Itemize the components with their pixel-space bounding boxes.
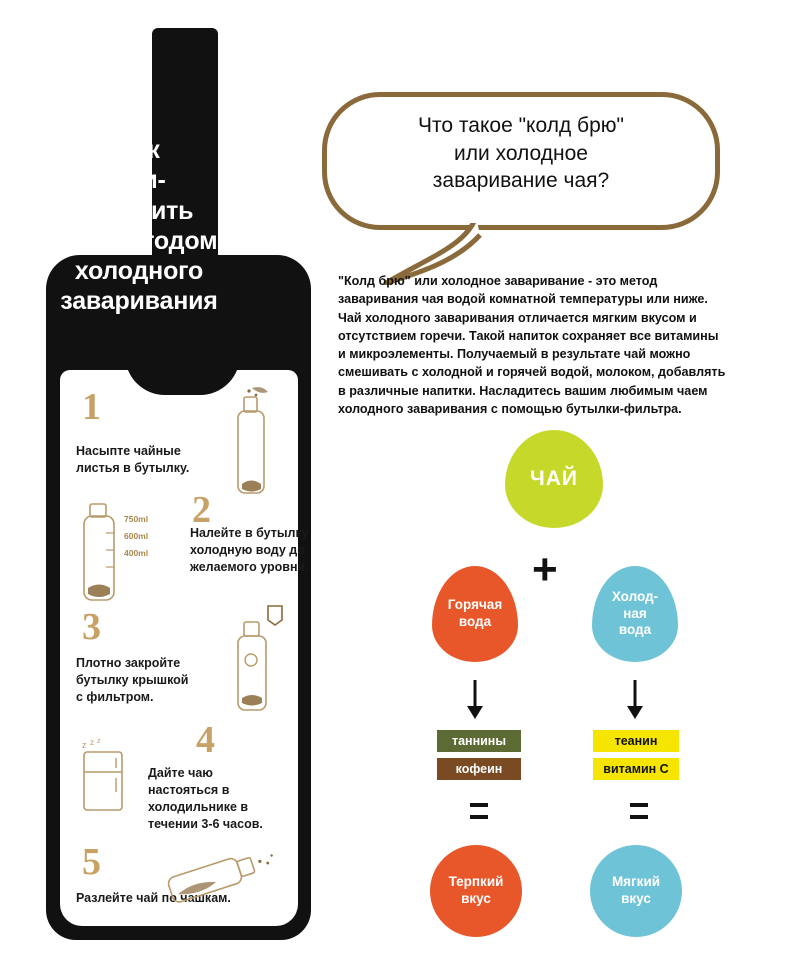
node-tannins: таннины: [437, 730, 521, 752]
node-caffeine: кофеин: [437, 758, 521, 780]
step-3-text: Плотно закройте бутылку крышкой с фильтром.: [76, 656, 189, 704]
step-1-number: 1: [82, 386, 101, 428]
question-bubble-text: Что такое "колд брю" или холодное заваривание чая?: [418, 114, 624, 193]
svg-text:z: z: [97, 738, 101, 745]
step-1-illustration-bottle: [222, 385, 278, 505]
step-3-illustration-bottle-cap: [220, 598, 290, 718]
step-5-number: 5: [82, 841, 101, 883]
measure-600ml: 600ml: [124, 531, 149, 541]
node-theanine: теанин: [593, 730, 679, 752]
bottle-title-line-1: Как: [118, 136, 160, 164]
node-vitamin-c: витамин С: [593, 758, 679, 780]
arrow-hot-branch-icon: [463, 678, 487, 720]
node-plus-sign: +: [532, 545, 558, 594]
step-2-illustration-bottle: [68, 498, 130, 608]
svg-text:z: z: [90, 738, 94, 747]
node-cold-water: Холод- ная вода: [592, 566, 678, 662]
step-5-text: Разлейте чай по чашкам.: [76, 891, 231, 905]
node-hot-water: Горячая вода: [432, 566, 518, 662]
node-cold-result: Мягкий вкус: [590, 845, 682, 937]
bottle-title: [24, 135, 254, 317]
step-1-text: Насыпте чайные листья в бутылку.: [76, 444, 190, 475]
bottle-title-line-4: чай методом: [60, 226, 218, 255]
measure-400ml: 400ml: [124, 548, 149, 558]
node-tea: ЧАЙ: [505, 430, 603, 528]
step-3-number: 3: [82, 606, 101, 648]
intro-paragraph: "Колд брю" или холодное заваривание - это метод заваривания чая водой комнатной температуры или ниже. Чай холодного заваривания отличается мягким вкусом и отсутствием горечи. Такой напиток сохраняет все витамины и микроэлементы. Получаемый в результате чай можно смешивать с холодной и горячей водой, молоком, добавлять в различные напитки. Насладитесь вашим любимым чаем холодного заваривания с помощью бутылки-фильтра.: [338, 274, 726, 416]
step-2-text: Налейте в бутылку холодную воду до желаемого уровня.: [190, 526, 309, 574]
svg-text:z: z: [82, 740, 87, 750]
step-2-number: 2: [192, 489, 211, 531]
step-4-text: Дайте чаю настояться в холодильнике в течении 3-6 часов.: [148, 766, 263, 831]
step-4-number: 4: [196, 719, 215, 761]
bottle-title-line-3: готовить: [84, 196, 194, 225]
bottle-title-line-6: заваривания: [60, 287, 218, 316]
bottle-title-line-5: холодного: [74, 257, 204, 285]
step-5-illustration-pouring-bottle: [148, 845, 288, 905]
step-4-illustration-fridge: [72, 738, 140, 818]
measure-750ml: 750ml: [124, 514, 149, 524]
bottle-title-line-2: при-: [112, 166, 166, 195]
equals-hot-icon: [468, 795, 490, 829]
arrow-cold-branch-icon: [623, 678, 647, 720]
node-hot-result: Терпкий вкус: [430, 845, 522, 937]
equals-cold-icon: [628, 795, 650, 829]
